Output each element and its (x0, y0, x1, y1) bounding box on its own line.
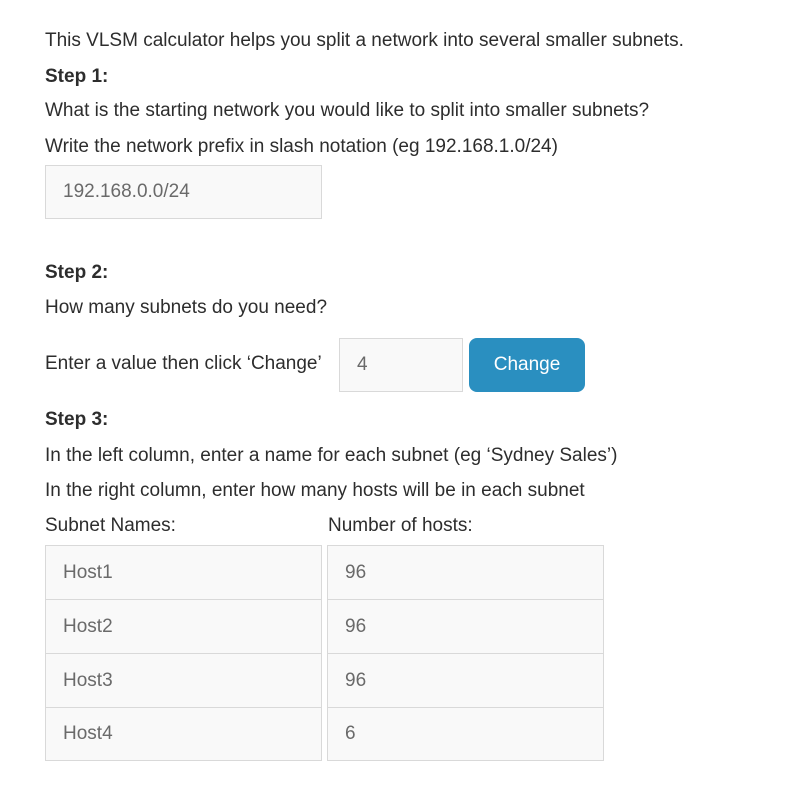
step1-hint: Write the network prefix in slash notation (eg 192.168.1.0/24) (45, 136, 558, 157)
subnet-names-header: Subnet Names: (45, 515, 176, 536)
step2-question: How many subnets do you need? (45, 297, 328, 318)
step1-question: What is the starting network you would like to split into smaller subnets? (45, 100, 650, 121)
subnet-hosts-input[interactable] (327, 545, 604, 600)
subnet-hosts-input[interactable] (327, 599, 604, 654)
step1-heading: Step 1: (45, 66, 109, 87)
subnet-hosts-input[interactable] (327, 707, 604, 761)
subnet-name-input[interactable] (45, 545, 322, 600)
subnet-count-input[interactable] (339, 338, 463, 392)
step3-instruction-hosts: In the right column, enter how many hosts will be in each subnet (45, 480, 585, 501)
subnet-name-input[interactable] (45, 599, 322, 654)
step3-heading: Step 3: (45, 409, 109, 430)
network-prefix-input[interactable] (45, 165, 322, 219)
subnet-name-input[interactable] (45, 653, 322, 708)
intro-text: This VLSM calculator helps you split a network into several smaller subnets. (45, 30, 684, 51)
subnet-hosts-input[interactable] (327, 653, 604, 708)
subnet-count-label: Enter a value then click ‘Change’ (45, 353, 322, 374)
subnet-name-input[interactable] (45, 707, 322, 761)
change-button[interactable]: Change (469, 338, 585, 392)
step3-instruction-names: In the left column, enter a name for each subnet (eg ‘Sydney Sales’) (45, 445, 618, 466)
number-of-hosts-header: Number of hosts: (328, 515, 473, 536)
step2-heading: Step 2: (45, 262, 109, 283)
